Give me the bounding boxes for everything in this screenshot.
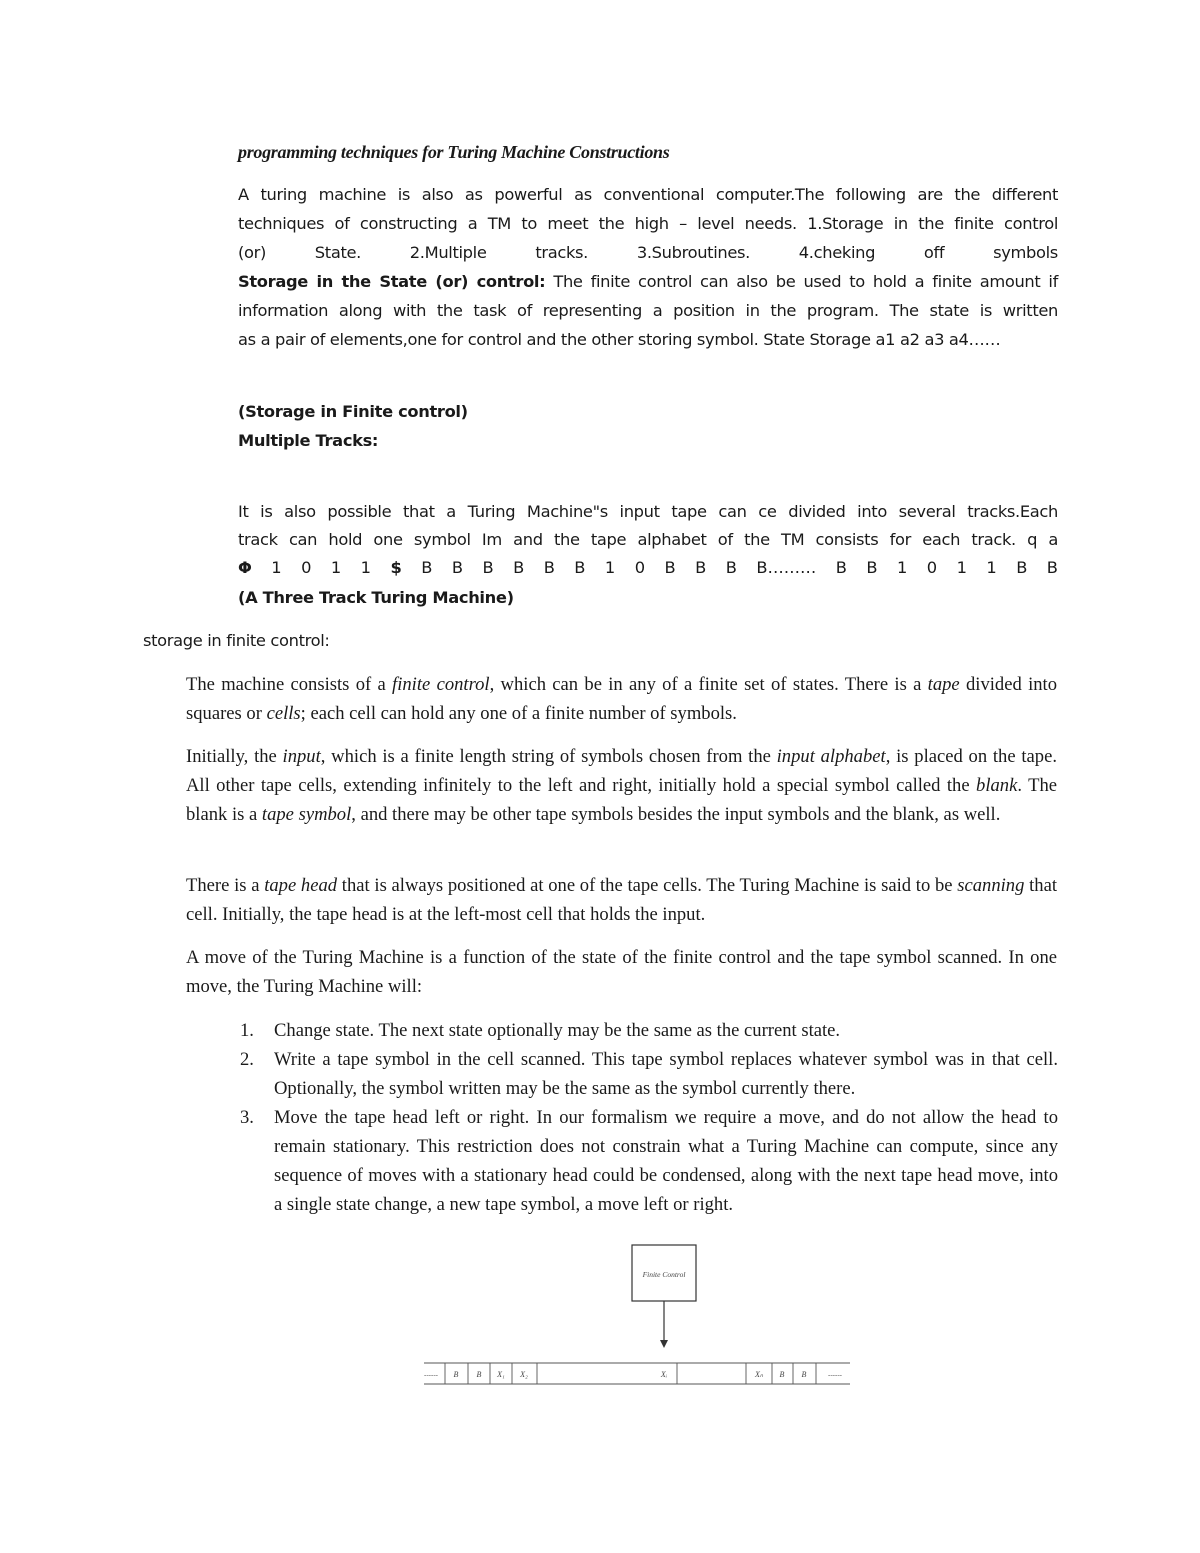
emphasis: cells	[266, 703, 301, 724]
tape-symbol: 1	[330, 558, 342, 577]
arrow-head-icon	[660, 1340, 668, 1348]
tape-cell-label: B	[476, 1370, 482, 1379]
tape-symbol: 1	[271, 558, 282, 577]
tape-symbol: 0	[926, 558, 938, 577]
tape-symbol-row	[238, 554, 1058, 582]
storage-finite-label: storage in finite control:	[143, 631, 330, 650]
tape-symbol: $	[390, 558, 402, 577]
list-text: Write a tape symbol in the cell scanned. This tape symbol replaces whatever symbol was in that cell. Optionally, the symbol written may be the same as the symbol currently there.	[274, 1049, 1058, 1099]
storage-caption: (Storage in Finite control)	[238, 402, 468, 421]
tape-left-dots: ------	[424, 1371, 438, 1379]
tape-symbol: B	[513, 558, 525, 577]
input-paragraph	[186, 742, 1057, 829]
text: Initially, the	[186, 746, 283, 767]
list-text: Change state. The next state optionally may be the same as the current state.	[274, 1020, 841, 1041]
tape-symbol: B	[451, 558, 464, 577]
text: that cell. Initially, the tape head is at the left-most cell that holds the input.	[186, 875, 1058, 925]
tape-cell-label: B	[779, 1370, 785, 1379]
tracks-line-2: track can hold one symbol Im and the tape alphabet of the TM consists for each track. q a	[238, 530, 1058, 549]
intro-line-2: techniques of constructing a TM to meet the high – level needs. 1.Storage in the finite control	[238, 214, 1058, 233]
intro-word: 2.Multiple	[409, 243, 487, 262]
tape-head-paragraph	[186, 871, 1057, 929]
list-number: 2.	[240, 1049, 254, 1070]
text: that is always positioned at one of the tape cells. The Turing Machine is said to be	[337, 875, 958, 896]
tape-symbol: 1	[360, 558, 372, 577]
tape-symbol: 0	[634, 558, 646, 577]
intro-line-4	[238, 267, 1058, 296]
move-paragraph: A move of the Turing Machine is a function of the state of the finite control and the tape symbol scanned. In one move, the Turing Machine will:	[186, 947, 1057, 997]
emphasis: input alphabet	[776, 746, 886, 767]
tape-symbol: B	[1046, 558, 1058, 577]
tape-cell-label: B	[453, 1370, 459, 1379]
move-steps-list	[240, 1016, 1058, 1219]
tape-cell-label: X₁	[497, 1370, 505, 1379]
tape-cell-label: Xₙ	[754, 1370, 764, 1379]
tracks-line-1: It is also possible that a Turing Machine"s input tape can ce divided into several tracks.Each	[238, 502, 1058, 521]
tape-symbol: B………	[756, 558, 817, 577]
document-title: programming techniques for Turing Machine Constructions	[238, 142, 670, 162]
intro-line-3	[238, 238, 1058, 267]
tape-cell-label: Xᵢ	[660, 1370, 668, 1379]
intro-word: State.	[314, 243, 361, 262]
emphasis: tape symbol	[261, 804, 352, 825]
finite-control-label: Finite Control	[642, 1270, 686, 1279]
intro-word: (or)	[238, 243, 266, 262]
text: The machine consists of a	[186, 674, 393, 695]
intro-word: 4.cheking	[798, 243, 876, 262]
tape-symbol: B	[574, 558, 586, 577]
intro-line-1: A turing machine is also as powerful as conventional computer.The following are the different	[238, 185, 1058, 204]
tape-symbol: B	[543, 558, 555, 577]
text: , which can be in any of a finite set of states. There is a	[489, 674, 928, 695]
list-item	[240, 1016, 1058, 1045]
list-text: Move the tape head left or right. In our formalism we require a move, and do not allow the head to remain stationary. This restriction does not constrain what a Turing Machine can compute, since any sequence of moves with a stationary head could be condensed, along with the next tape head move, into a single state change, a new tape symbol, a move left or right.	[274, 1107, 1058, 1215]
multiple-tracks-heading: Multiple Tracks:	[238, 431, 379, 450]
emphasis: blank	[976, 775, 1018, 796]
tape-symbol: B	[866, 558, 878, 577]
intro-line-6: as a pair of elements,one for control and the other storing symbol. State Storage a1 a2 a3 a4……	[238, 330, 1001, 349]
tape-symbol: B	[482, 558, 494, 577]
intro-line-5: information along with the task of representing a position in the program. The state is written	[238, 301, 1058, 320]
tape-cell-label: X₂	[520, 1370, 528, 1379]
text: divided into squares or	[186, 674, 1057, 724]
intro-line-4-text: The finite control can also be used to hold a finite amount if	[545, 272, 1058, 291]
text: , and there may be other tape symbols besides the input symbols and the blank, as well.	[351, 804, 1001, 825]
text: , which is a finite length string of symbols chosen from the	[320, 746, 777, 767]
intro-word: off	[923, 243, 945, 262]
intro-word: tracks.	[535, 243, 588, 262]
tape-symbol: Φ	[238, 558, 252, 577]
list-number: 3.	[240, 1107, 254, 1128]
tracks-paragraph	[238, 498, 1058, 554]
tape-symbol: 0	[301, 558, 312, 577]
intro-word: symbols	[993, 243, 1058, 262]
intro-paragraph	[238, 180, 1058, 354]
list-item	[240, 1045, 1058, 1103]
tape-symbol: B	[725, 558, 737, 577]
text: , is placed on the tape. All other tape cells, extending infinitely to the left and right, initially hold a special symbol called the	[186, 746, 1057, 796]
tape-symbol: 1	[897, 558, 908, 577]
intro-word: 3.Subroutines.	[636, 243, 750, 262]
text: ; each cell can hold any one of a finite number of symbols.	[300, 703, 737, 724]
tape-cell-label: B	[801, 1370, 807, 1379]
machine-paragraph	[186, 670, 1057, 728]
tape-symbol: B	[421, 558, 433, 577]
tape-symbol: B	[695, 558, 707, 577]
tape-symbol: B	[835, 558, 847, 577]
tape-symbol: 1	[956, 558, 967, 577]
emphasis: scanning	[957, 875, 1025, 896]
text: . The blank is a	[186, 775, 1057, 825]
turing-machine-diagram	[420, 1240, 860, 1390]
tape-symbol: B	[664, 558, 676, 577]
tape-symbol: B	[1016, 558, 1028, 577]
three-track-caption: (A Three Track Turing Machine)	[238, 588, 514, 607]
emphasis: tape	[927, 674, 960, 695]
emphasis: tape head	[264, 875, 338, 896]
emphasis: finite control	[392, 674, 490, 695]
emphasis: input	[282, 746, 321, 767]
text: There is a	[186, 875, 265, 896]
list-number: 1.	[240, 1020, 254, 1041]
tape-symbol: 1	[986, 558, 997, 577]
storage-state-heading: Storage in the State (or) control:	[238, 272, 546, 291]
list-item	[240, 1103, 1058, 1219]
tape-right-dots: ------	[828, 1371, 842, 1379]
tape-symbol: 1	[604, 558, 616, 577]
